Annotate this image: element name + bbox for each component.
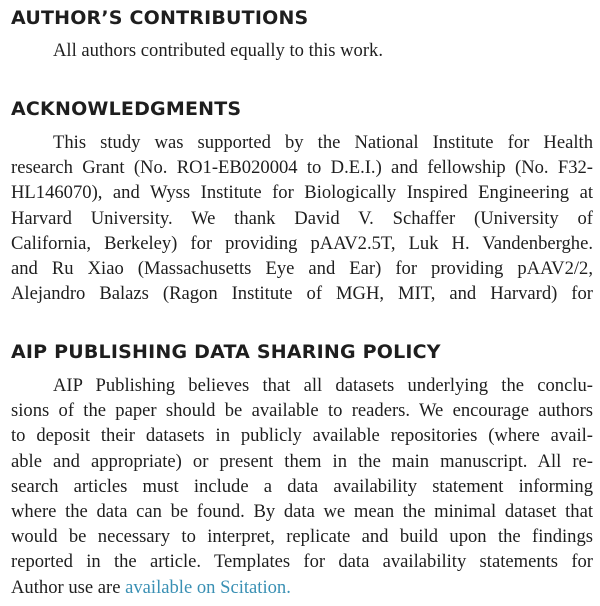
section-heading-author-contributions: AUTHOR’S CONTRIBUTIONS (11, 7, 309, 29)
section-heading-acknowledgments: ACKNOWLEDGMENTS (11, 98, 242, 120)
author-contributions-paragraph (11, 38, 593, 63)
paragraph-line: AIP Publishing believes that all datasets underlying the conclu- (53, 375, 593, 396)
paragraph-text: Author use are (11, 576, 126, 598)
scitation-link[interactable]: available on Scitation. (125, 576, 291, 598)
paragraph-line: would be necessary to interpret, replicate and build upon the findings (11, 526, 593, 548)
paragraph-line: reported in the article. Templates for data availability statements for (11, 551, 593, 573)
paragraph-line: sions of the paper should be available to readers. We encourage authors (11, 400, 593, 422)
data-sharing-policy-paragraph (11, 373, 593, 600)
paragraph-line: search articles must include a data availability statement informing (11, 475, 593, 497)
paragraph-line: where the data can be found. By data we mean the minimal dataset that (11, 501, 593, 523)
paragraph-line: All authors contributed equally to this work. (53, 40, 383, 61)
paragraph-line-final (11, 575, 593, 600)
paragraph-line: Alejandro Balazs (Ragon Institute of MGH, MIT, and Harvard) for (11, 283, 593, 305)
paragraph-line: to deposit their datasets in publicly available repositories (where avail- (11, 425, 593, 447)
paragraph-line: research Grant (No. RO1-EB020004 to D.E.I.) and fellowship (No. F32- (11, 157, 593, 179)
paragraph-line: able and appropriate) or present them in the main manuscript. All re- (11, 450, 593, 472)
paragraph-line: This study was supported by the National Institute for Health (53, 132, 593, 153)
section-heading-data-sharing-policy: AIP PUBLISHING DATA SHARING POLICY (11, 341, 441, 363)
paragraph-line: California, Berkeley) for providing pAAV2.5T, Luk H. Vandenberghe. (11, 232, 593, 254)
paragraph-line: Harvard University. We thank David V. Schaffer (University of (11, 207, 593, 229)
paragraph-line: and Ru Xiao (Massachusetts Eye and Ear) for providing pAAV2/2, (11, 258, 593, 280)
paragraph-line: HL146070), and Wyss Institute for Biologically Inspired Engineering at (11, 182, 593, 204)
acknowledgments-paragraph (11, 130, 593, 306)
